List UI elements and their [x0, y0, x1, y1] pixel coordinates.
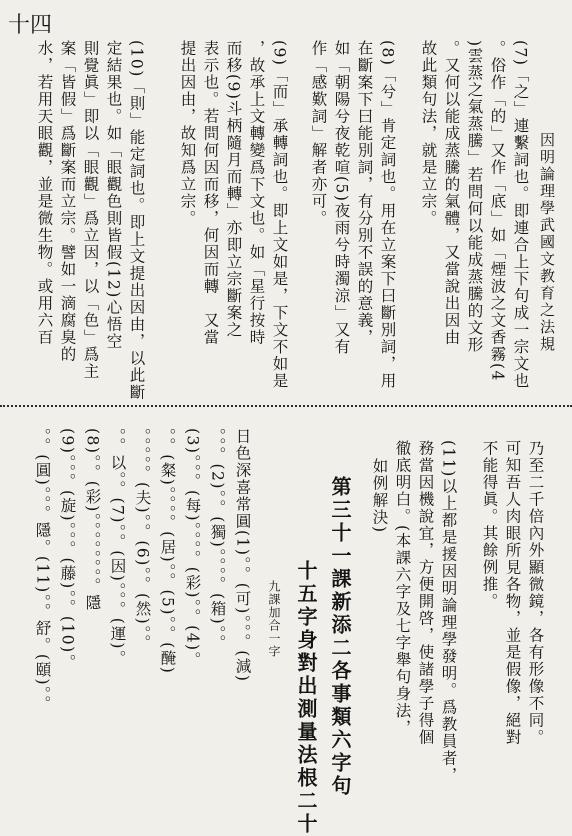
- top-column-19: 水，若用天眼觀，並是微生物。或用六百: [35, 40, 54, 346]
- bottom-column-6: 徹底明白。(本課六字及七字舉句身法，: [393, 440, 412, 737]
- page-number: 十四: [8, 13, 53, 38]
- top-column-16: 定結果也。如「眼觀色則皆假(12)心悟空: [104, 40, 123, 350]
- lesson-subtitle: 九課加合一字: [267, 580, 281, 658]
- top-header: 因明論理學武國文教育之法規: [538, 132, 556, 353]
- exercise-column-8: (9)。。。(旋)。。。(藤)。。(10)。: [58, 428, 77, 671]
- bottom-column-4: (11)以上都是援因明論理學發明。爲教員者，: [439, 440, 458, 784]
- exercise-column-3: (3)。。。(每)。。。。(彩)。。(4)。: [183, 428, 202, 669]
- top-column-13: 表示也。若問何因而移，何因而轉 又當: [201, 40, 220, 346]
- exercise-column-2: 。。。(2)。。(獨)。。。。(箱)。。: [208, 428, 227, 652]
- top-column-6: (8)「兮」肯定詞也。用在立案下曰斷別詞，用: [378, 40, 397, 390]
- top-column-4: 。又何以能成蒸騰的氣體，又當說出因由: [442, 40, 461, 346]
- bottom-column-3: 不能得眞。其餘例推。: [480, 440, 499, 610]
- top-column-9: 作「感歎詞」解者亦可。: [309, 40, 328, 227]
- top-column-10: (9)「而」承轉詞也。即上文如是，下文不如是: [270, 40, 289, 390]
- top-column-2: 。俗作「的」又作「底」如「煙波之文香霧(4: [488, 40, 507, 382]
- exercise-column-1: 日色深喜常圓(1)。。(可)。。。(減): [233, 428, 252, 683]
- top-column-11: ，故承上文轉變爲下文也。如「星行按時: [247, 40, 266, 346]
- exercise-column-5: 。。。。。(夫)。。(6)。。(然)。。: [133, 428, 152, 652]
- lesson-title-line-2: 十五字身對出測量法根二十: [294, 560, 318, 836]
- top-column-1: (7)「之」連繫詞也。即連合上下句成一宗文也: [511, 40, 530, 390]
- top-column-18: 案「皆假」爲斷案而立宗。譬如一滴腐臭的: [58, 40, 77, 363]
- top-column-12: 而移(9)斗柄隨月而轉」亦即立宗斷案之: [224, 40, 243, 339]
- lesson-title: 第三十一課新添二各事類六字句: [328, 476, 352, 798]
- top-column-7: 在斷案下曰能別詞，有分別不誤的意義，: [355, 40, 374, 346]
- top-column-14: 提出因由，故知爲立宗。: [178, 40, 197, 227]
- bottom-short-note: 如例解決): [370, 458, 389, 534]
- section-divider: [0, 405, 572, 407]
- exercise-column-7: (8)。。(彩)。。。。。。。。隱: [83, 428, 102, 612]
- top-column-8: 如「朝陽兮夜乾喧(5)夜雨兮時濁涼」又有: [332, 40, 351, 356]
- bottom-column-5: 務當因機說宜，方便開啓，使諸學子得個: [416, 440, 435, 746]
- top-column-17: 則覺眞」即以「眼觀」爲立因，以「色」爲主: [81, 40, 100, 380]
- bottom-column-1: 乃至二千倍內外顯微鏡，各有形像不同。: [526, 440, 545, 746]
- exercise-column-6: 。。以。。(7)。。(因)。。。(運)。: [108, 428, 127, 667]
- bottom-column-2: 可知吾人肉眼所見各物，並是假像，絕對: [503, 440, 522, 746]
- top-column-15: (10)「則」能定詞也。即上文提出因由，以此斷: [127, 40, 146, 401]
- top-column-5: 故此類句法，就是立宗。: [419, 40, 438, 227]
- exercise-column-4: 。。(粲)。。。。(居)。。(5)。。(醃): [158, 428, 177, 675]
- exercise-column-9: 。。(圓)。。。隱。(11)。。舒。(頤)。。: [33, 428, 52, 713]
- top-column-3: )雲蒸之氣蒸騰」若問何以能成蒸騰的文形: [465, 40, 484, 354]
